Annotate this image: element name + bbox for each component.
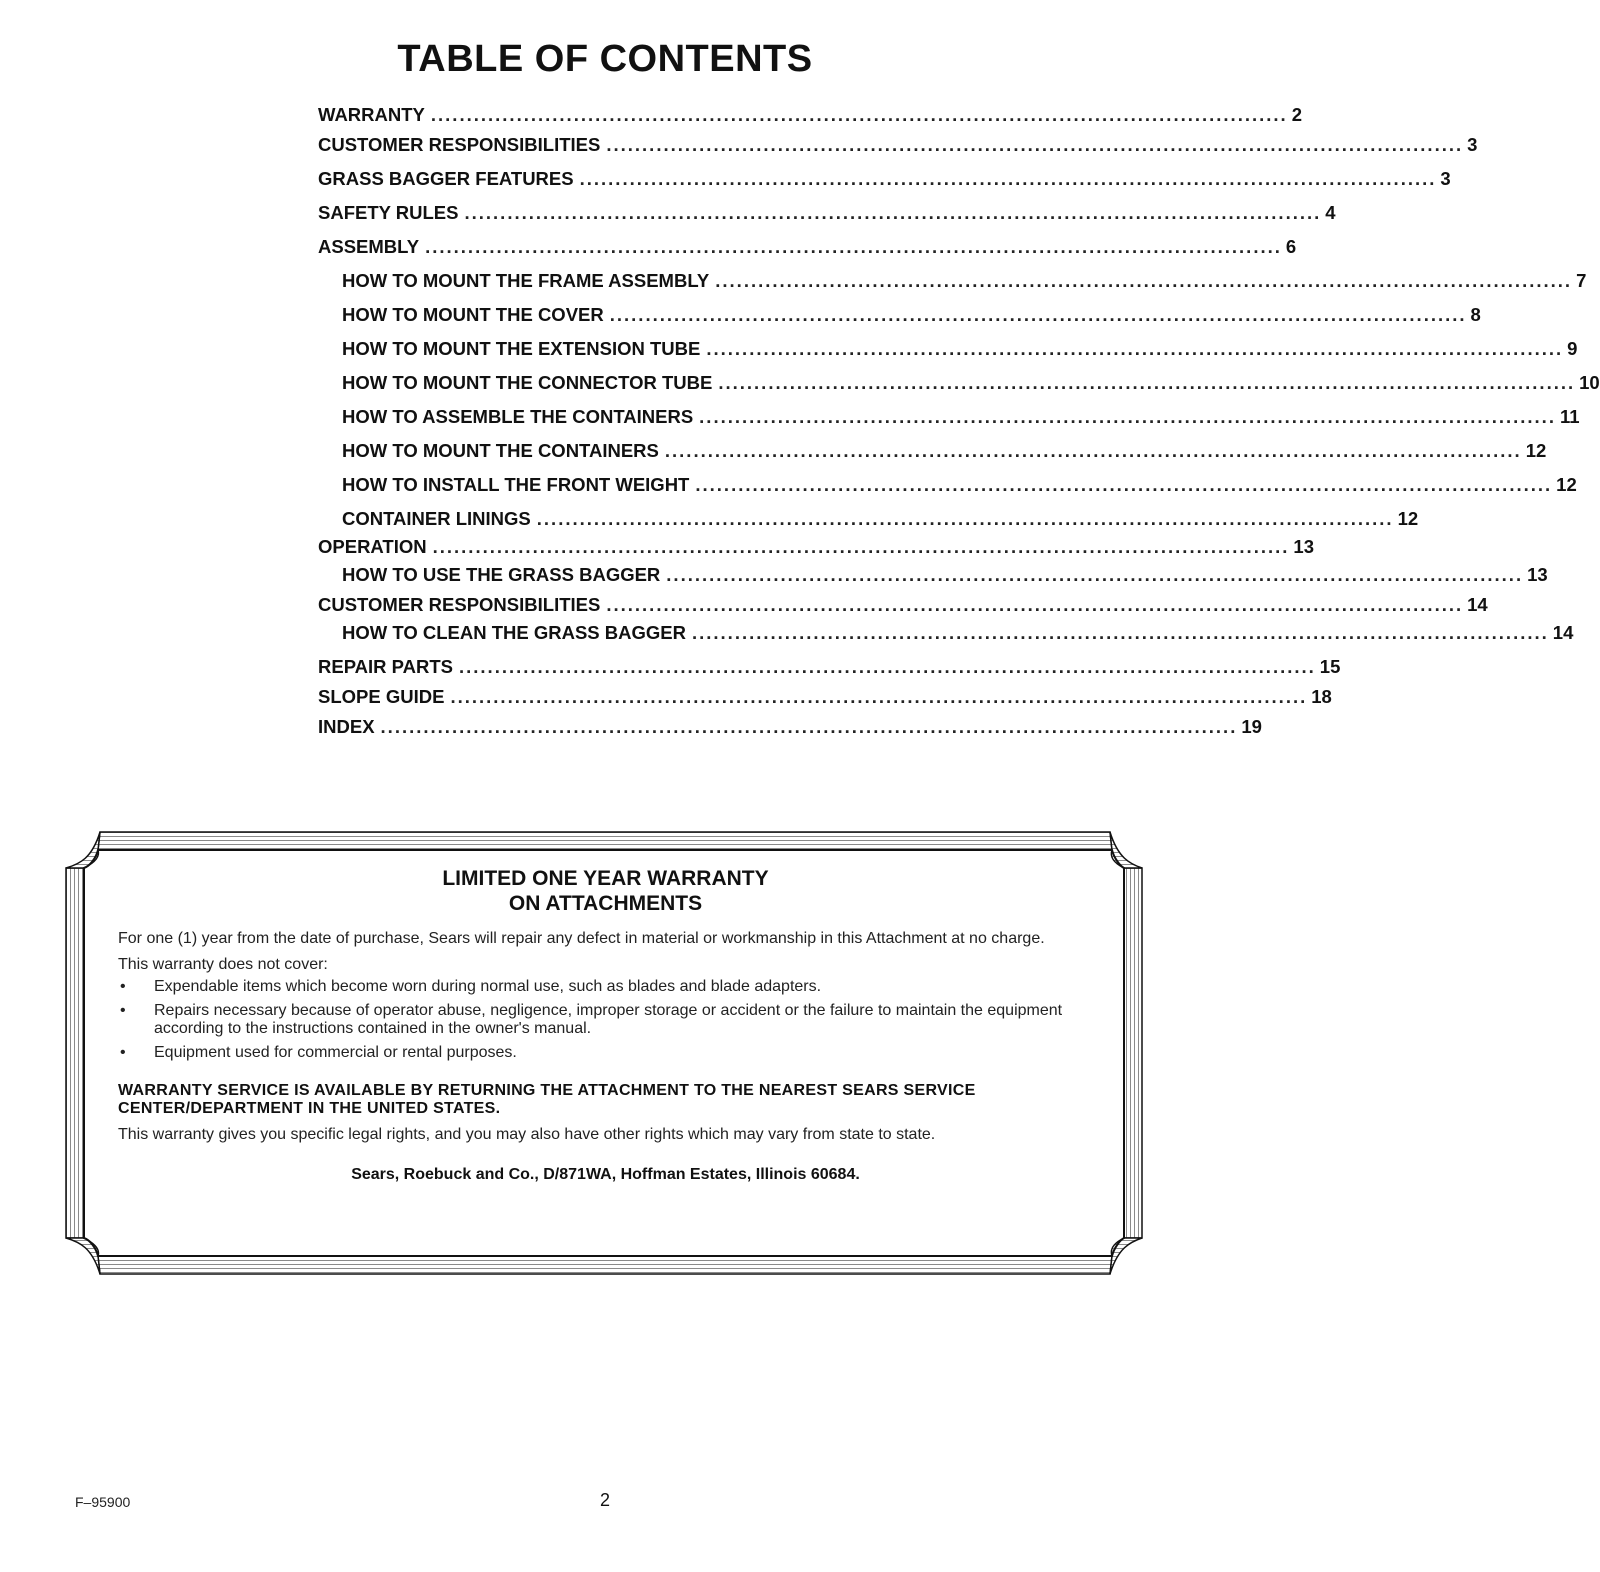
toc-entry-label: HOW TO MOUNT THE CONTAINERS [342,440,659,461]
warranty-address: Sears, Roebuck and Co., D/871WA, Hoffman Estates, Illinois 60684. [351,1166,860,1183]
toc-entry [318,292,1481,326]
toc-leader-dots: ........................................................................................................................ [430,104,1288,125]
toc-entry-page: 4 [1325,202,1336,223]
toc-leader-dots: ........................................................................................................................ [380,716,1238,737]
toc-entry-page: 19 [1241,716,1262,737]
toc-entry [318,258,1587,292]
toc-entry-page: 2 [1291,104,1302,125]
toc-entry [318,496,1419,530]
toc-entry [318,428,1547,462]
toc-leader-dots: ........................................................................................................................ [432,536,1290,557]
toc-entry-page: 9 [1567,338,1578,359]
toc-entry [318,678,1332,708]
toc-entry [318,558,1548,586]
toc-entry-label: HOW TO MOUNT THE CONNECTOR TUBE [342,372,713,393]
toc-entry-label: HOW TO ASSEMBLE THE CONTAINERS [342,406,694,427]
toc-leader-dots: ........................................................................................................................ [666,564,1524,585]
toc-entry [318,616,1574,644]
toc-entry-page: 11 [1559,406,1580,427]
toc-leader-dots: ........................................................................................................................ [425,236,1282,257]
toc-entry-label: HOW TO INSTALL THE FRONT WEIGHT [342,474,690,495]
toc-leader-dots: ........................................................................................................................ [691,622,1549,643]
toc-entry [318,530,1314,558]
frame-corner-top-left [66,832,100,868]
toc-leader-dots: ........................................................................................................................ [706,338,1564,359]
toc-leader-dots: ........................................................................................................................ [606,594,1464,615]
toc-entry-page: 12 [1397,508,1419,529]
toc-entry-page: 14 [1467,594,1488,615]
toc-entry [318,586,1488,616]
toc-entry-page: 6 [1285,236,1297,257]
frame-corner-bottom-right [1110,1238,1142,1274]
toc-entry-page: 3 [1440,168,1451,189]
toc-entry-page: 8 [1470,304,1481,325]
frame-left-band [66,868,84,1238]
toc-leader-dots: ........................................................................................................................ [606,134,1464,155]
toc-entry [318,326,1578,360]
toc-leader-dots: ........................................................................................................................ [459,656,1316,677]
toc-entry-label: INDEX [318,716,375,737]
toc-entry [318,462,1577,496]
toc-entry-label: HOW TO USE THE GRASS BAGGER [342,564,661,585]
toc-entry [318,708,1262,738]
toc-entry [318,224,1297,258]
warranty-title-line1: LIMITED ONE YEAR WARRANTY [442,867,769,890]
toc-leader-dots: ........................................................................................................................ [664,440,1522,461]
toc-leader-dots: ........................................................................................................................ [699,406,1556,427]
list-item-text: Equipment used for commercial or rental purposes. [154,1044,517,1061]
toc-entry-label: REPAIR PARTS [318,656,453,677]
warranty-not-cover: This warranty does not cover: [118,956,328,973]
list-item-text: Expendable items which become worn during normal use, such as blades and blade adapters. [154,978,822,995]
toc-leader-dots: ........................................................................................................................ [715,270,1573,291]
toc-leader-dots: ........................................................................................................................ [536,508,1394,529]
document-code: F–95900 [75,1494,131,1510]
toc-entry-label: CUSTOMER RESPONSIBILITIES [318,594,601,615]
warranty-exclusions-list [118,978,1093,1062]
toc-entry-page: 14 [1552,622,1574,643]
warranty-title-line2: ON ATTACHMENTS [508,892,703,915]
toc-entry [318,394,1580,428]
toc-entry-label: HOW TO MOUNT THE COVER [342,304,604,325]
toc-entry-page: 13 [1527,564,1548,585]
toc-entry-label: HOW TO MOUNT THE EXTENSION TUBE [342,338,701,359]
toc-entry-label: WARRANTY [318,104,425,125]
frame-bottom-band [98,1256,1112,1274]
toc-leader-dots: ........................................................................................................................ [450,686,1308,707]
warranty-service-notice: WARRANTY SERVICE IS AVAILABLE BY RETURNING THE ATTACHMENT TO THE NEAREST SEARS SERVICE CENTER/DEPARTMENT IN THE UNITED STATES. [118,1082,976,1117]
toc-leader-dots: ........................................................................................................................ [579,168,1437,189]
toc-entry-page: 12 [1556,474,1577,495]
toc-entry [318,126,1478,156]
toc-entry-page: 18 [1311,686,1332,707]
warranty-intro: For one (1) year from the date of purchase, Sears will repair any defect in material or workmanship in this Attachment at no charge. [118,930,1045,947]
toc-entry-page: 7 [1576,270,1587,291]
toc-title: TABLE OF CONTENTS [397,38,813,80]
toc-leader-dots: ........................................................................................................................ [464,202,1322,223]
toc-entry-label: GRASS BAGGER FEATURES [318,168,574,189]
toc-leader-dots: ........................................................................................................................ [695,474,1553,495]
toc-entry-label: OPERATION [318,536,427,557]
warranty-content [118,866,1093,1184]
toc-entry [318,156,1451,190]
warranty-legal-rights: This warranty gives you specific legal rights, and you may also have other rights which may vary from state to state. [118,1126,936,1143]
toc-entry-label: ASSEMBLY [318,236,420,257]
frame-right-band [1124,868,1142,1238]
warranty-title [118,866,1093,916]
toc-entry-page: 12 [1525,440,1547,461]
toc-leader-dots: ........................................................................................................................ [609,304,1467,325]
toc-entry [318,644,1341,678]
frame-corner-top-right [1110,832,1142,868]
bullet-icon: • [120,1002,126,1019]
toc-entry-label: CUSTOMER RESPONSIBILITIES [318,134,601,155]
bullet-icon: • [120,1044,126,1061]
toc-entry-label: SAFETY RULES [318,202,459,223]
list-item-text: Repairs necessary because of operator abuse, negligence, improper storage or accident or the failure to maintain the equipment according to the instructions contained in the owner's manual. [154,1002,1063,1037]
toc-entry [318,96,1302,126]
toc-entry-label: CONTAINER LININGS [342,508,531,529]
toc-entry-page: 3 [1467,134,1478,155]
toc-entry-page: 15 [1319,656,1341,677]
toc-entry-page: 13 [1293,536,1314,557]
list-item [118,1044,1093,1062]
frame-top-band [98,832,1112,850]
toc-leader-dots: ........................................................................................................................ [718,372,1576,393]
toc-list [318,96,1600,738]
toc-entry [318,360,1600,394]
list-item [118,978,1093,996]
page-number: 2 [599,1490,610,1510]
warranty-box [62,828,1146,1278]
toc-entry-page: 10 [1579,372,1600,393]
frame-corner-bottom-left [66,1238,100,1274]
list-item [118,1002,1093,1038]
toc-entry [318,190,1336,224]
toc-entry-label: HOW TO MOUNT THE FRAME ASSEMBLY [342,270,710,291]
toc-entry-label: HOW TO CLEAN THE GRASS BAGGER [342,622,686,643]
toc-entry-label: SLOPE GUIDE [318,686,445,707]
bullet-icon: • [120,978,126,995]
